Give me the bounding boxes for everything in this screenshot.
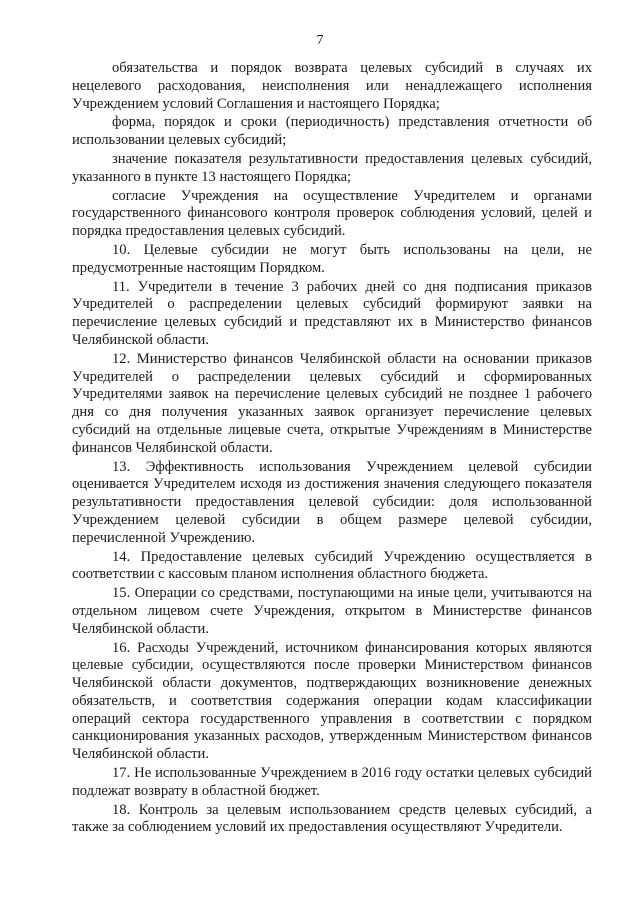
paragraph: форма, порядок и сроки (периодичность) представления отчетности об использовании целевых субсидий; — [72, 114, 592, 149]
paragraph: 14. Предоставление целевых субсидий Учреждению осуществляется в соответствии с кассовым планом исполнения областного бюджета. — [72, 548, 592, 583]
page-number: 7 — [316, 33, 324, 48]
paragraph: 16. Расходы Учреждений, источником финансирования которых являются целевые субсидии, осуществляются после проверки Министерством финансов Челябинской области документов, подтверждающих возникновение денежных обязательств, и соответствия содержания операции кодам классификации операций сектора государственного управления в соответствии с порядком санкционирования указанных расходов, утвержденным Министерством финансов Челябинской области. — [72, 639, 592, 763]
paragraph: обязательства и порядок возврата целевых субсидий в случаях их нецелевого расходования, неисполнения или ненадлежащего исполнения Учреждением условий Соглашения и настоящего Порядка; — [72, 60, 592, 112]
paragraph: согласие Учреждения на осуществление Учредителем и органами государственного финансового контроля проверок соблюдения условий, целей и порядка предоставления целевых субсидий. — [72, 187, 592, 240]
paragraph: 17. Не использованные Учреждением в 2016 году остатки целевых субсидий подлежат возврату в областной бюджет. — [72, 765, 592, 799]
paragraph: значение показателя результативности предоставления целевых субсидий, указанного в пункте 13 настоящего Порядка; — [72, 150, 592, 185]
paragraph: 15. Операции со средствами, поступающими на иные цели, учитываются на отдельном лицевом счете Учреждения, открытом в Министерстве финансов Челябинской области. — [72, 585, 592, 637]
paragraph: 13. Эффективность использования Учреждением целевой субсидии оценивается Учредителем исходя из достижения значения следующего показателя результативности предоставления целевой субсидии: доля использованной Учреждением целевой субсидии в общем размере целевой субсидии, перечисленной Учреждению. — [72, 458, 592, 546]
paragraph: 12. Министерство финансов Челябинской области на основании приказов Учредителей о распределении целевых субсидий и сформированных Учредителями заявок на перечисление целевых субсидий не позднее 1 рабочего дня со дня получения указанных заявок организует перечисление целевых субсидий на отдельные лицевые счета, открытые Учреждениям в Министерстве финансов Челябинской области. — [72, 350, 592, 456]
paragraph: 10. Целевые субсидии не могут быть использованы на цели, не предусмотренные настоящим Порядком. — [72, 241, 592, 276]
paragraph: 18. Контроль за целевым использованием средств целевых субсидий, а также за соблюдением условий их предоставления осуществляют Учредители. — [72, 801, 592, 836]
paragraph: 11. Учредители в течение 3 рабочих дней со дня подписания приказов Учредителей о распределении целевых субсидий формируют заявки на перечисление целевых субсидий и представляют их в Министерство финансов Челябинской области. — [72, 278, 592, 348]
document-body — [72, 60, 592, 838]
